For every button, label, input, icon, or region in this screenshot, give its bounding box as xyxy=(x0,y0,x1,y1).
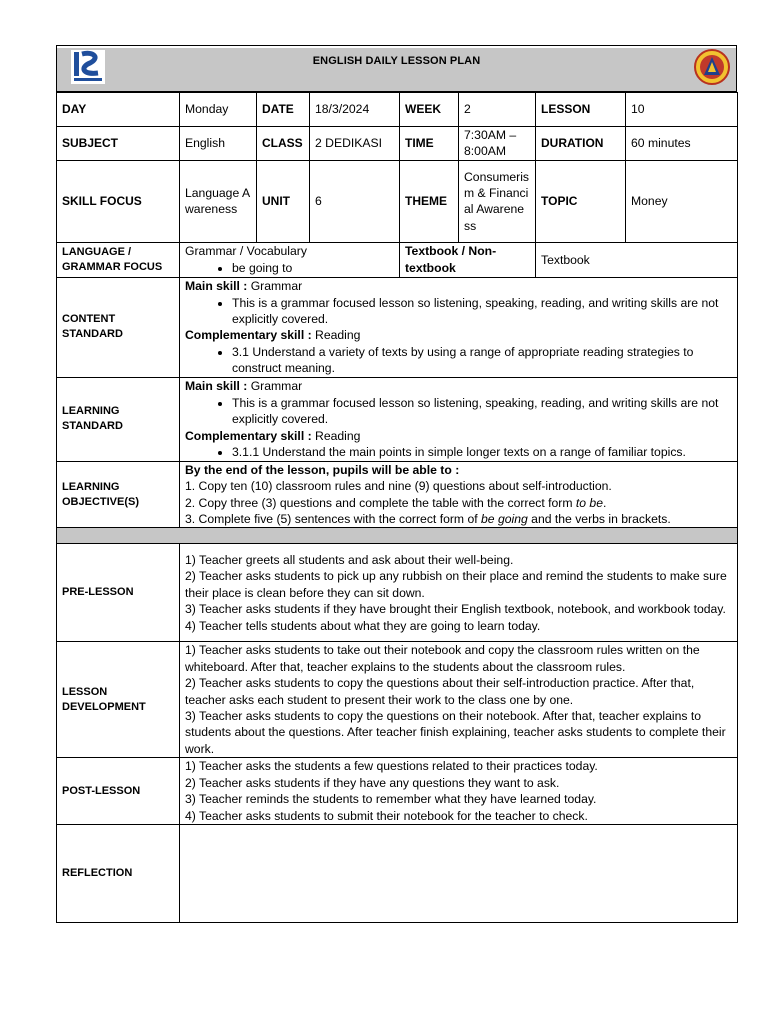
pre-lesson-step-1: 1) Teacher greets all students and ask about their well-being. xyxy=(185,552,514,567)
objective-3: 3. Complete five (5) sentences with the correct form of be going and the verbs in brackets. xyxy=(185,512,671,527)
theme-label: THEME xyxy=(400,160,459,242)
day-label: DAY xyxy=(57,93,180,127)
info-row-subject xyxy=(57,127,738,161)
complementary-skill-value: Reading xyxy=(315,328,361,343)
pre-lesson-content xyxy=(180,544,738,642)
lesson-plan-table xyxy=(56,92,738,923)
main-skill-value: Grammar xyxy=(250,279,303,294)
content-standard-label: CONTENT STANDARD xyxy=(57,277,180,377)
time-value: 7:30AM – 8:00AM xyxy=(459,127,536,161)
lesson-development-row xyxy=(57,642,738,758)
main-skill-label: Main skill : xyxy=(185,279,248,294)
learning-standard-content xyxy=(180,377,738,461)
subject-value: English xyxy=(180,127,257,161)
section-divider xyxy=(57,528,738,544)
class-label: CLASS xyxy=(257,127,310,161)
post-lesson-content xyxy=(180,758,738,825)
post-lesson-step-1: 1) Teacher asks the students a few questions related to their practices today. xyxy=(185,759,598,774)
learning-objectives-row xyxy=(57,461,738,528)
textbook-label: Textbook / Non-textbook xyxy=(400,242,536,277)
development-step-3: 3) Teacher asks students to copy the questions on their notebook. After that, teacher explains to students about the questions. After teacher finish explaining, teacher asks students to complete their work. xyxy=(185,709,726,756)
info-row-day xyxy=(57,93,738,127)
class-value: 2 DEDIKASI xyxy=(310,127,400,161)
skill-focus-value: Language Awareness xyxy=(180,160,257,242)
date-value: 18/3/2024 xyxy=(310,93,400,127)
post-lesson-step-3: 3) Teacher reminds the students to remember what they have learned today. xyxy=(185,792,597,807)
post-lesson-row xyxy=(57,758,738,825)
development-step-1: 1) Teacher asks students to take out their notebook and copy the classroom rules written on the whiteboard. After that, teacher explains to the students about the classroom rules. xyxy=(185,643,700,674)
subject-label: SUBJECT xyxy=(57,127,180,161)
learning-standard-label: LEARNING STANDARD xyxy=(57,377,180,461)
main-skill-value: Grammar xyxy=(250,379,303,394)
date-label: DATE xyxy=(257,93,310,127)
week-label: WEEK xyxy=(400,93,459,127)
theme-value: Consumerism & Financial Awareness xyxy=(459,160,536,242)
pre-lesson-label: PRE-LESSON xyxy=(57,544,180,642)
unit-value: 6 xyxy=(310,160,400,242)
unit-label: UNIT xyxy=(257,160,310,242)
complementary-skill-label: Complementary skill : xyxy=(185,428,312,443)
school-badge-icon xyxy=(694,49,730,85)
learning-objectives-label: LEARNING OBJECTIVE(S) xyxy=(57,461,180,528)
lesson-development-content xyxy=(180,642,738,758)
main-skill-bullet: • This is a grammar focused lesson so listening, speaking, reading, and writing skills are not explicitly covered. xyxy=(232,395,732,428)
reflection-content[interactable] xyxy=(180,824,738,922)
reflection-row xyxy=(57,824,738,922)
gray-divider xyxy=(57,528,738,544)
learning-objectives-content xyxy=(180,461,738,528)
complementary-skill-label: Complementary skill : xyxy=(185,328,312,343)
topic-label: TOPIC xyxy=(536,160,626,242)
reflection-label: REFLECTION xyxy=(57,824,180,922)
grammar-focus-row xyxy=(57,242,738,277)
objective-1: 1. Copy ten (10) classroom rules and nine (9) questions about self-introduction. xyxy=(185,479,612,494)
pre-lesson-step-2: 2) Teacher asks students to pick up any rubbish on their place and remind the students to make sure their place is clean before they can sit down. xyxy=(185,569,727,600)
textbook-value: Textbook xyxy=(536,242,738,277)
grammar-focus-label: LANGUAGE / GRAMMAR FOCUS xyxy=(57,242,180,277)
lesson-development-label: LESSON DEVELOPMENT xyxy=(57,642,180,758)
objective-2: 2. Copy three (3) questions and complete the table with the correct form to be. xyxy=(185,495,607,510)
complementary-skill-value: Reading xyxy=(315,428,361,443)
grammar-focus-content xyxy=(180,242,400,277)
duration-value: 60 minutes xyxy=(626,127,738,161)
content-standard-row xyxy=(57,277,738,377)
main-skill-label: Main skill : xyxy=(185,379,248,394)
learning-standard-row xyxy=(57,377,738,461)
complementary-skill-bullet: • 3.1 Understand a variety of texts by using a range of appropriate reading strategies to construct meaning. xyxy=(232,344,732,377)
duration-label: DURATION xyxy=(536,127,626,161)
topic-value: Money xyxy=(626,160,738,242)
grammar-item: • be going to xyxy=(232,260,394,276)
skill-focus-label: SKILL FOCUS xyxy=(57,160,180,242)
objectives-intro: By the end of the lesson, pupils will be able to : xyxy=(185,462,460,477)
development-step-2: 2) Teacher asks students to copy the questions about their self-introduction practice. After that, teacher asks each student to present their work to the class one by one. xyxy=(185,676,695,707)
lesson-label: LESSON xyxy=(536,93,626,127)
post-lesson-step-4: 4) Teacher asks students to submit their notebook for the teacher to check. xyxy=(185,808,588,823)
time-label: TIME xyxy=(400,127,459,161)
page-title: ENGLISH DAILY LESSON PLAN xyxy=(312,55,481,67)
lesson-value: 10 xyxy=(626,93,738,127)
pre-lesson-step-3: 3) Teacher asks students if they have brought their English textbook, notebook, and workbook today. xyxy=(185,602,726,617)
info-row-skill xyxy=(57,160,738,242)
day-value: Monday xyxy=(180,93,257,127)
post-lesson-label: POST-LESSON xyxy=(57,758,180,825)
content-standard-content xyxy=(180,277,738,377)
main-skill-bullet: • This is a grammar focused lesson so listening, speaking, reading, and writing skills are not explicitly covered. xyxy=(232,295,732,328)
post-lesson-step-2: 2) Teacher asks students if they have any questions they want to ask. xyxy=(185,775,560,790)
header-banner xyxy=(56,45,737,92)
pre-lesson-row xyxy=(57,544,738,642)
complementary-skill-bullet: • 3.1.1 Understand the main points in simple longer texts on a range of familiar topics. xyxy=(232,444,732,460)
week-value: 2 xyxy=(459,93,536,127)
grammar-heading: Grammar / Vocabulary xyxy=(185,244,307,259)
pre-lesson-step-4: 4) Teacher tells students about what they are going to learn today. xyxy=(185,618,541,633)
